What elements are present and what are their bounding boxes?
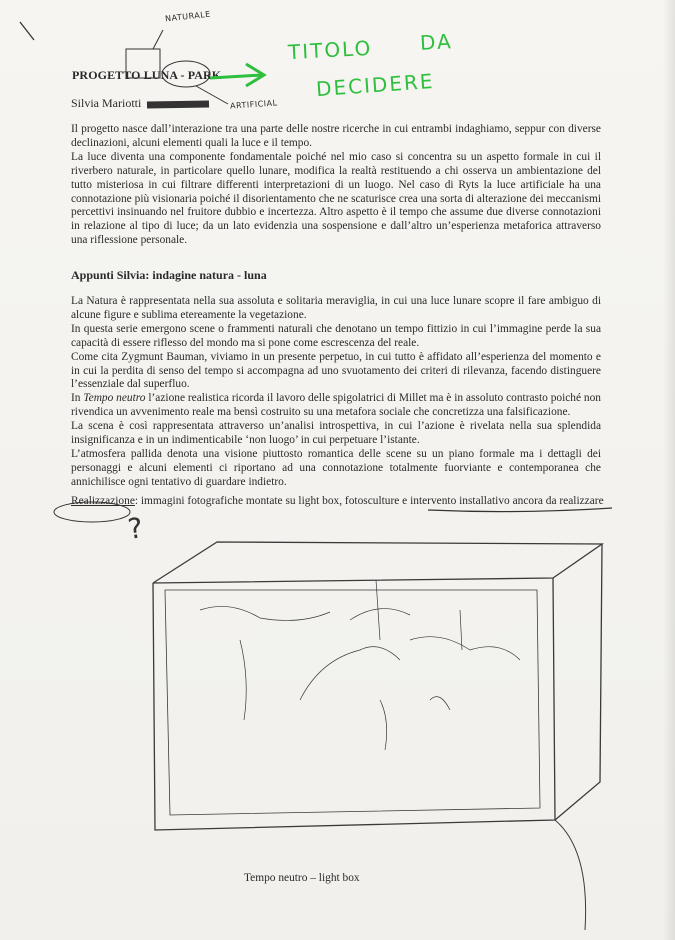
figure-caption: Tempo neutro – light box <box>244 872 360 884</box>
body-paragraph-1: La Natura è rappresentata nella sua assoluta e solitaria meraviglia, in cui una luce lunare scopre il fare ambiguo di alcune figure e sublima etereamente la vegetazione. <box>71 295 601 321</box>
luna-box-mark <box>126 49 160 78</box>
realizzare-circle-mark <box>54 502 130 522</box>
artificial-arrow <box>196 86 228 104</box>
naturale-arrow <box>153 30 163 49</box>
lightbox-side-face <box>555 544 602 820</box>
park-circle-mark <box>162 61 210 87</box>
handwritten-note-decidere: DECIDERE <box>315 68 436 102</box>
document-title: PROGETTO LUNA - PARK <box>72 68 222 82</box>
lightbox-cable <box>555 820 586 930</box>
green-arrow-shaft <box>210 75 262 78</box>
section-heading: Appunti Silvia: indagine natura - luna <box>71 268 267 282</box>
lightbox-top-face <box>153 542 602 583</box>
body-paragraph-5: La scena è così rappresentata attraverso un’analisi introspettiva, in cui l’azione è rivelata nella sua splendida insignificanza e in un indimenticabile ‘non luogo’ in cui perpetuare l’istante. <box>71 420 601 447</box>
handwritten-question-mark: ? <box>125 511 146 546</box>
lightbox-inner-frame <box>165 590 540 815</box>
intro-paragraph-1: Il progetto nasce dall’interazione tra una parte delle nostre ricerche in cui entrambi indaghiamo, seppur con diverse declinazioni, alcuni elementi quali la luce e il tempo. <box>71 123 601 149</box>
handwritten-note-artificial: ARTIFICIAL <box>229 98 278 111</box>
author-name: Silvia Mariotti <box>71 96 142 110</box>
tempo-neutro-italic: Tempo neutro <box>83 392 146 405</box>
tempo-prefix: In <box>71 392 84 405</box>
handwritten-note-naturale: NATURALE <box>164 9 212 24</box>
realization-label: Realizzazione <box>71 495 135 507</box>
body-paragraph-6: L’atmosfera pallida denota una visione piuttosto romantica delle scene su un piano formale ma i dettagli dei personaggi e alcuni elementi ci riportano ad una connotazione totalmente fuorviante e contemporanea che annichilisce ogni tentativo di guardare indietro. <box>71 447 601 488</box>
realization-text: : immagini fotografiche montate su light box, fotosculture e intervento installativo ancora da realizzare <box>134 495 604 507</box>
lightbox-front-face <box>153 578 555 830</box>
handwritten-note-da: DA <box>419 29 454 55</box>
body-paragraph-2: In questa serie emergono scene o frammenti naturali che denotano un tempo fittizio in cui l’immagine perde la sua capacità di essere riflesso del mondo ma si pone come escrescenza del reale. <box>71 322 601 349</box>
corner-mark <box>20 22 34 40</box>
body-paragraph-3: Come cita Zygmunt Bauman, viviamo in un presente perpetuo, in cui tutto è affidato all’esperienza del momento e in cui la perdita di senso del tempo si accompagna ad uno svuotamento dei criteri di rilevanza, facendo distinguere l’essenziale dal superfluo. <box>71 350 601 391</box>
lightbox-sketch <box>153 542 602 930</box>
tempo-rest: l’azione realistica ricorda il lavoro delle spigolatrici di Millet ma è in assoluto contrasto poiché non rivendica un avvenimento reale ma bensì costruito su una metafora sociale che concretizza una falsificazione. <box>71 392 601 419</box>
lightbox-vegetation-scribbles <box>200 580 520 750</box>
intervento-underline <box>428 508 612 512</box>
handwritten-note-titolo: TITOLO <box>287 35 373 65</box>
intro-paragraph-2: La luce diventa una componente fondamentale poiché nel mio caso si concentra su un aspetto formale in cui il riverbero naturale, in particolare quello lunare, modifica la realtà restituendo a chi osserva un ambientazione del tutto misteriosa in cui filtrare differenti interpretazioni di un luogo. Nel caso di Ryts la luce artificiale ha una connotazione più visionaria poiché il disorientamento che ne scaturisce crea una sorta di alterazione dei meccanismi percettivi insinuando nel fruitore dubbio e incertezza. Altro aspetto è il tempo che assume due diverse connotazioni in relazione al tipo di luce; da un lato evidenzia una sospensione e dall’altro un’esperienza metaforica attraverso una riflessione personale. <box>71 150 601 247</box>
